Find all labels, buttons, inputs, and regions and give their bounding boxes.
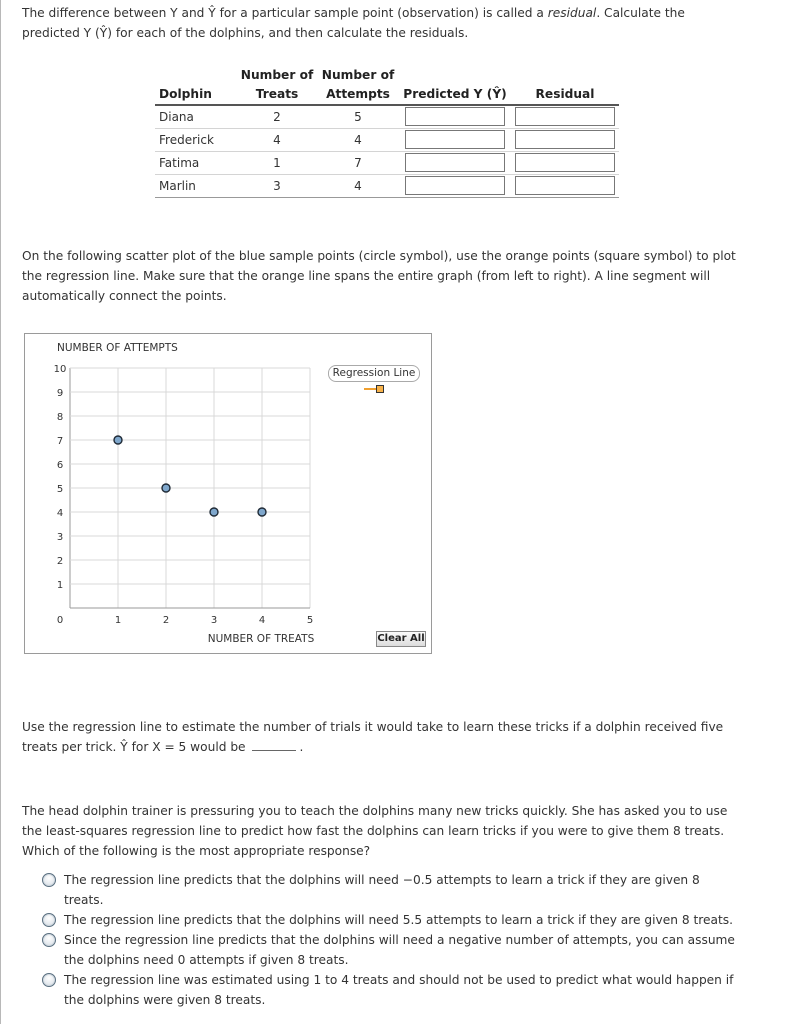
answer-option[interactable]	[40, 910, 740, 930]
option-text: The regression line predicts that the dolphins will need 5.5 attempts to learn a trick if they are given 8 treats.	[64, 913, 733, 927]
instructions-line-1: On the following scatter plot of the blue sample points (circle symbol), use the orange points (square symbol) to plot	[22, 249, 736, 263]
answer-options	[40, 870, 740, 1010]
sample-point	[210, 508, 218, 516]
dolphin-name: Diana	[155, 105, 237, 128]
radio-button[interactable]	[42, 973, 56, 987]
header-treats: Treats	[237, 82, 317, 105]
y-tick-label: 1	[56, 580, 64, 591]
sample-point	[162, 484, 170, 492]
y-tick-label: 8	[56, 412, 64, 423]
instructions-line-3: automatically connect the points.	[22, 289, 227, 303]
question-paragraph	[22, 801, 752, 861]
option-text: the dolphins were given 8 treats.	[64, 993, 266, 1007]
predicted-input[interactable]	[405, 176, 505, 195]
predicted-input[interactable]	[405, 107, 505, 126]
scatter-plot-tool	[24, 333, 432, 654]
intro-term-residual: residual	[547, 6, 597, 20]
intro-text-1b: . Calculate the	[596, 6, 685, 20]
option-text: The regression line was estimated using 1 to 4 treats and should not be used to predict what would happen if	[64, 973, 734, 987]
header-attempts-top: Number of	[321, 68, 395, 82]
instructions-line-2: the regression line. Make sure that the orange line spans the entire graph (from left to right). A line segment will	[22, 269, 711, 283]
option-text: Since the regression line predicts that the dolphins will need a negative number of attempts, you can assume	[64, 933, 735, 947]
header-dolphin: Dolphin	[155, 82, 237, 105]
regression-point-tool[interactable]	[364, 384, 386, 394]
treats-value: 3	[237, 174, 317, 197]
predicted-input[interactable]	[405, 153, 505, 172]
attempts-value: 4	[317, 128, 399, 151]
residual-input[interactable]	[515, 176, 615, 195]
option-text: the dolphins need 0 attempts if given 8 treats.	[64, 953, 349, 967]
sample-point	[258, 508, 266, 516]
treats-value: 4	[237, 128, 317, 151]
residual-input[interactable]	[515, 107, 615, 126]
x-axis-label: NUMBER OF TREATS	[207, 633, 315, 645]
y-tick-label: 6	[56, 460, 64, 471]
predicted-input[interactable]	[405, 130, 505, 149]
radio-button[interactable]	[42, 913, 56, 927]
answer-option[interactable]	[40, 870, 740, 910]
estimate-answer-input[interactable]	[252, 737, 296, 751]
header-attempts: Attempts	[317, 82, 399, 105]
dolphin-name: Fatima	[155, 151, 237, 174]
intro-paragraph	[22, 3, 752, 43]
intro-text-1: The difference between Y and Ŷ for a particular sample point (observation) is called a	[22, 6, 548, 20]
answer-option[interactable]	[40, 930, 740, 970]
radio-button[interactable]	[42, 873, 56, 887]
dolphin-name: Marlin	[155, 174, 237, 197]
question-line-2: the least-squares regression line to predict how fast the dolphins can learn tricks if you were to give them 8 treats.	[22, 824, 725, 838]
residual-input[interactable]	[515, 153, 615, 172]
residual-input[interactable]	[515, 130, 615, 149]
attempts-value: 5	[317, 105, 399, 128]
estimate-paragraph	[22, 717, 752, 757]
header-treats-top: Number of	[240, 68, 314, 82]
x-tick-label: 2	[162, 615, 170, 626]
question-line-1: The head dolphin trainer is pressuring you to teach the dolphins many new tricks quickly. She has asked you to use	[22, 804, 728, 818]
estimate-line-2: treats per trick. Ŷ for X = 5 would be	[22, 740, 246, 754]
sample-point	[114, 436, 122, 444]
intro-text-2: predicted Y (Ŷ) for each of the dolphins, and then calculate the residuals.	[22, 26, 469, 40]
y-axis-label: NUMBER OF ATTEMPTS	[57, 342, 178, 354]
treats-value: 2	[237, 105, 317, 128]
plot-instructions	[22, 246, 752, 306]
answer-option[interactable]	[40, 970, 740, 1010]
y-tick-label: 3	[56, 532, 64, 543]
y-tick-label: 4	[56, 508, 64, 519]
estimate-line-1: Use the regression line to estimate the number of trials it would take to learn these tricks if a dolphin received five	[22, 720, 724, 734]
dolphin-table	[155, 62, 619, 198]
option-text: treats.	[64, 893, 104, 907]
table-row	[155, 151, 619, 174]
attempts-value: 4	[317, 174, 399, 197]
y-tick-label: 5	[56, 484, 64, 495]
table-row	[155, 105, 619, 128]
estimate-period: .	[299, 740, 304, 754]
page-left-border	[0, 0, 1, 1024]
orange-square-icon[interactable]	[376, 385, 384, 393]
treats-value: 1	[237, 151, 317, 174]
x-tick-label: 5	[306, 615, 314, 626]
y-tick-label: 10	[53, 364, 67, 375]
dolphin-name: Frederick	[155, 128, 237, 151]
regression-line-legend: Regression Line	[328, 365, 420, 382]
radio-button[interactable]	[42, 933, 56, 947]
table-row	[155, 128, 619, 151]
header-residual: Residual	[511, 82, 619, 105]
question-line-3: Which of the following is the most appropriate response?	[22, 844, 371, 858]
table-row	[155, 174, 619, 197]
y-tick-label: 9	[56, 388, 64, 399]
y-tick-label: 7	[56, 436, 64, 447]
clear-all-button[interactable]: Clear All	[376, 631, 426, 647]
attempts-value: 7	[317, 151, 399, 174]
x-tick-label: 0	[56, 615, 64, 626]
header-predicted: Predicted Y (Ŷ)	[399, 82, 511, 105]
scatter-plot[interactable]	[25, 334, 433, 655]
x-tick-label: 4	[258, 615, 266, 626]
option-text: The regression line predicts that the dolphins will need −0.5 attempts to learn a trick if they are given 8	[64, 873, 700, 887]
x-tick-label: 1	[114, 615, 122, 626]
y-tick-label: 2	[56, 556, 64, 567]
x-tick-label: 3	[210, 615, 218, 626]
